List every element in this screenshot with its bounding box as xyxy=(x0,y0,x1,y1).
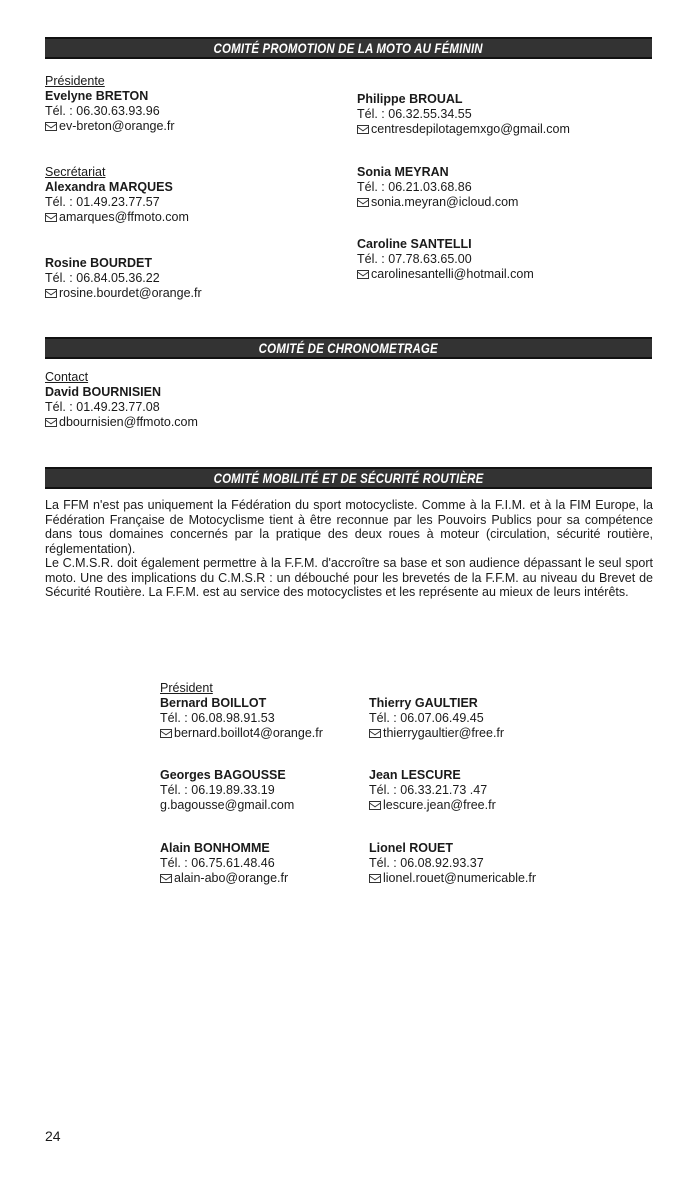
envelope-icon xyxy=(369,874,381,883)
contact-role: Présidente xyxy=(45,74,105,88)
contact-role: Secrétariat xyxy=(45,165,106,179)
contact-email[interactable]: g.bagousse@gmail.com xyxy=(160,798,295,812)
envelope-icon xyxy=(369,729,381,738)
section-header-promotion: COMITÉ PROMOTION DE LA MOTO AU FÉMININ xyxy=(45,37,652,59)
contact-phone: Tél. : 06.19.89.33.19 xyxy=(160,783,275,797)
page-number: 24 xyxy=(45,1128,61,1144)
contact-name: Thierry GAULTIER xyxy=(369,696,478,710)
contact-jean-lescure xyxy=(369,768,496,813)
contact-phone: Tél. : 06.33.21.73 .47 xyxy=(369,783,488,797)
contact-email[interactable]: ev-breton@orange.fr xyxy=(59,119,175,133)
section-header-mobilite: COMITÉ MOBILITÉ ET DE SÉCURITÉ ROUTIÈRE xyxy=(45,467,652,489)
contact-name: Georges BAGOUSSE xyxy=(160,768,286,782)
section-header-chronometrage: COMITÉ DE CHRONOMETRAGE xyxy=(45,337,652,359)
contact-alexandra-marques xyxy=(45,165,189,225)
contact-phone: Tél. : 06.30.63.93.96 xyxy=(45,104,160,118)
envelope-icon xyxy=(45,213,57,222)
contact-name: Caroline SANTELLI xyxy=(357,237,472,251)
contact-email[interactable]: rosine.bourdet@orange.fr xyxy=(59,286,202,300)
contact-email[interactable]: thierrygaultier@free.fr xyxy=(383,726,505,740)
contact-email[interactable]: centresdepilotagemxgo@gmail.com xyxy=(371,122,570,136)
contact-role: Contact xyxy=(45,370,89,384)
contact-thierry-gaultier xyxy=(369,696,504,741)
contact-bernard-boillot xyxy=(160,681,323,741)
contact-name: Jean LESCURE xyxy=(369,768,461,782)
contact-lionel-rouet xyxy=(369,841,536,886)
section-description xyxy=(45,498,653,600)
contact-name: Philippe BROUAL xyxy=(357,92,463,106)
contact-email[interactable]: bernard.boillot4@orange.fr xyxy=(174,726,323,740)
contact-phone: Tél. : 07.78.63.65.00 xyxy=(357,252,472,266)
envelope-icon xyxy=(357,270,369,279)
contact-name: Evelyne BRETON xyxy=(45,89,149,103)
contact-role: Président xyxy=(160,681,213,695)
contact-david-bournisien xyxy=(45,370,198,430)
contact-alain-bonhomme xyxy=(160,841,288,886)
contact-email[interactable]: alain-abo@orange.fr xyxy=(174,871,289,885)
contact-phone: Tél. : 06.08.98.91.53 xyxy=(160,711,275,725)
contact-phone: Tél. : 06.21.03.68.86 xyxy=(357,180,472,194)
contact-sonia-meyran xyxy=(357,165,518,210)
contact-phone: Tél. : 01.49.23.77.08 xyxy=(45,400,160,414)
contact-name: Bernard BOILLOT xyxy=(160,696,267,710)
contact-name: Alain BONHOMME xyxy=(160,841,270,855)
contact-phone: Tél. : 01.49.23.77.57 xyxy=(45,195,160,209)
envelope-icon xyxy=(357,125,369,134)
contact-phone: Tél. : 06.07.06.49.45 xyxy=(369,711,484,725)
envelope-icon xyxy=(45,418,57,427)
contact-name: Sonia MEYRAN xyxy=(357,165,449,179)
envelope-icon xyxy=(45,289,57,298)
contact-georges-bagousse xyxy=(160,768,294,813)
envelope-icon xyxy=(45,122,57,131)
contact-caroline-santelli xyxy=(357,237,534,282)
envelope-icon xyxy=(369,801,381,810)
contact-phone: Tél. : 06.84.05.36.22 xyxy=(45,271,160,285)
contact-name: Alexandra MARQUES xyxy=(45,180,173,194)
envelope-icon xyxy=(160,874,172,883)
contact-email[interactable]: lionel.rouet@numericable.fr xyxy=(383,871,537,885)
contact-philippe-broual xyxy=(357,92,570,137)
paragraph: La FFM n'est pas uniquement la Fédération du sport motocycliste. Comme à la F.I.M. et à la FIM Europe, la Fédération Française de Motocyclisme tient à être reconnue par les Pouvoirs Publics pour sa compétence dans tous domaines concernés par la pratique des deux roues à moteur (circulation, sécurité routière, réglementation). xyxy=(45,498,653,556)
contact-name: David BOURNISIEN xyxy=(45,385,161,399)
contact-phone: Tél. : 06.32.55.34.55 xyxy=(357,107,472,121)
contact-email[interactable]: dbournisien@ffmoto.com xyxy=(59,415,198,429)
contact-email[interactable]: sonia.meyran@icloud.com xyxy=(371,195,519,209)
paragraph: Le C.M.S.R. doit également permettre à la F.F.M. d'accroître sa base et son audience dépassant le seul sport moto. Une des implications du C.M.S.R : un débouché pour les brevetés de la F.F.M. au niveau du Brevet de Sécurité Routière. La F.F.M. est au service des motocyclistes et les représente au mieux de leurs intérêts. xyxy=(45,556,653,599)
contact-email[interactable]: carolinesantelli@hotmail.com xyxy=(371,267,534,281)
envelope-icon xyxy=(160,729,172,738)
contact-phone: Tél. : 06.08.92.93.37 xyxy=(369,856,484,870)
contact-phone: Tél. : 06.75.61.48.46 xyxy=(160,856,275,870)
contact-name: Lionel ROUET xyxy=(369,841,454,855)
envelope-icon xyxy=(357,198,369,207)
contact-evelyne-breton xyxy=(45,74,175,134)
contact-name: Rosine BOURDET xyxy=(45,256,152,270)
contact-email[interactable]: lescure.jean@free.fr xyxy=(383,798,496,812)
contact-email[interactable]: amarques@ffmoto.com xyxy=(59,210,189,224)
contact-rosine-bourdet xyxy=(45,256,202,301)
